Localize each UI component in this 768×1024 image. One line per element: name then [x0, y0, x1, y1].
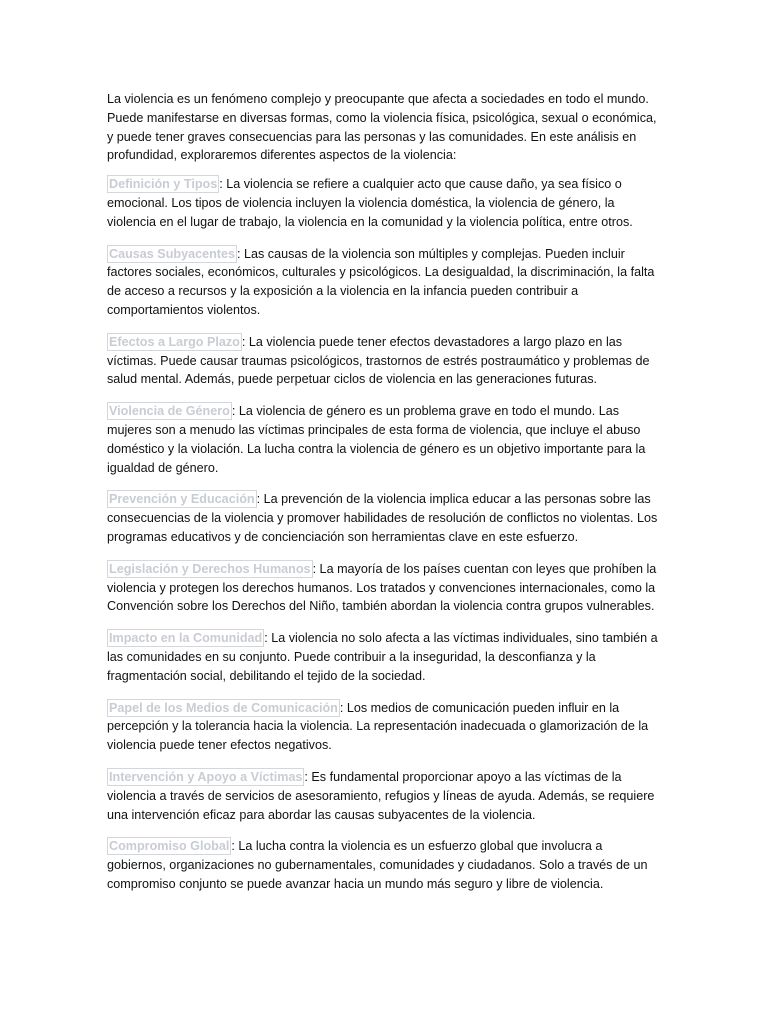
section-compromiso	[107, 837, 663, 893]
intro-paragraph: La violencia es un fenómeno complejo y preocupante que afecta a sociedades en todo el mundo. Puede manifestarse en diversas formas, como la violencia física, psicológica, sexual o económica, y puede tener graves consecuencias para las personas y las comunidades. En este análisis en profundidad, exploraremos diferentes aspectos de la violencia:	[107, 92, 657, 163]
section-text: : Es fundamental proporcionar apoyo a las víctimas de la violencia a través de servicios de asesoramiento, refugios y líneas de ayuda. Además, se requiere una intervención eficaz para abordar las causas subyacentes de la violencia.	[107, 769, 655, 822]
section-genero	[107, 402, 663, 477]
section-causas	[107, 245, 663, 320]
section-text: : La prevención de la violencia implica educar a las personas sobre las consecuencias de la violencia y promover habilidades de resolución de conflictos no violentas. Los programas educativos y de concienciación son herramientas clave en este esfuerzo.	[107, 492, 658, 544]
section-medios	[107, 699, 663, 755]
section-heading: Compromiso Global	[109, 839, 230, 854]
section-intervencion	[107, 768, 663, 824]
section-heading: Violencia de Género	[109, 404, 230, 419]
section-text: : Las causas de la violencia son múltiples y complejas. Pueden incluir factores sociales, económicos, culturales y psicológicos. La desigualdad, la discriminación, la falta de acceso a recursos y la exposición a la violencia en la infancia pueden contribuir a comportamientos violentos.	[107, 246, 655, 317]
section-text: : La violencia no solo afecta a las víctimas individuales, sino también a las comunidades en su conjunto. Puede contribuir a la inseguridad, la desconfianza y la fragmentación social, debilitando el tejido de la sociedad.	[107, 631, 658, 683]
section-heading: Prevención y Educación	[109, 492, 255, 507]
section-text: : Los medios de comunicación pueden influir en la percepción y la tolerancia hacia la violencia. La representación inadecuada o glamorización de la violencia puede tener efectos negativos.	[107, 700, 649, 753]
section-heading: Papel de los Medios de Comunicación	[109, 700, 338, 715]
section-heading: Impacto en la Comunidad	[109, 631, 263, 646]
section-text: : La violencia de género es un problema grave en todo el mundo. Las mujeres son a menudo las víctimas principales de esta forma de violencia, que incluye el abuso doméstico y la violación. La lucha contra la violencia de género es un objetivo importante para la igualdad de género.	[107, 404, 646, 475]
section-prevencion	[107, 490, 663, 546]
section-legislacion	[107, 560, 663, 616]
document-page	[107, 90, 663, 907]
section-heading: Legislación y Derechos Humanos	[109, 561, 311, 576]
section-definicion	[107, 175, 663, 231]
section-impacto	[107, 629, 663, 685]
section-heading: Intervención y Apoyo a Víctimas	[109, 769, 303, 784]
section-text: : La lucha contra la violencia es un esfuerzo global que involucra a gobiernos, organizaciones no gubernamentales, comunidades y ciudadanos. Solo a través de un compromiso conjunto se puede avanzar hacia un mundo más seguro y libre de violencia.	[107, 839, 648, 891]
section-text: : La mayoría de los países cuentan con leyes que prohíben la violencia y protegen los derechos humanos. Los tratados y convenciones internacionales, como la Convención sobre los Derechos del Niño, también abordan la violencia contra grupos vulnerables.	[107, 561, 657, 614]
section-heading: Efectos a Largo Plazo	[109, 334, 240, 349]
section-text: : La violencia se refiere a cualquier acto que cause daño, ya sea físico o emocional. Los tipos de violencia incluyen la violencia doméstica, la violencia de género, la violencia en el lugar de trabajo, la violencia en la comunidad y la violencia política, entre otros.	[107, 177, 633, 229]
section-heading: Causas Subyacentes	[109, 246, 235, 261]
section-efectos	[107, 333, 663, 389]
section-heading: Definición y Tipos	[109, 177, 218, 192]
section-text: : La violencia puede tener efectos devastadores a largo plazo en las víctimas. Puede causar traumas psicológicos, trastornos de estrés postraumático y problemas de salud mental. Además, puede perpetuar ciclos de violencia en las generaciones futuras.	[107, 334, 650, 387]
